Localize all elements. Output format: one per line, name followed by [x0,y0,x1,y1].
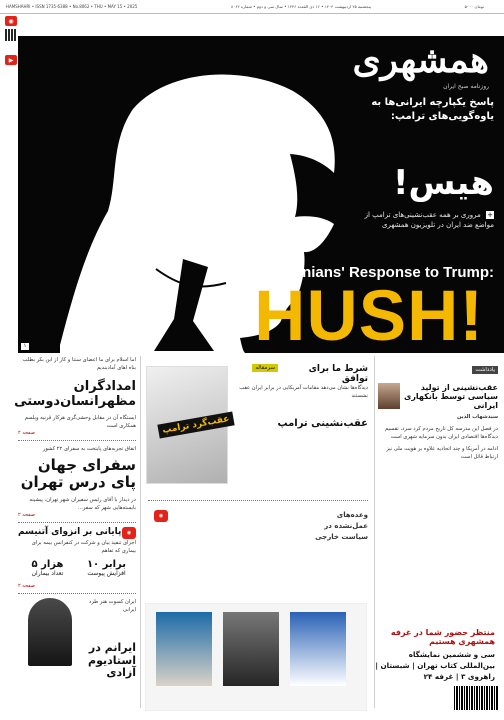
hero-front-page [18,36,504,353]
stat-1-value: ۵ هزار [31,558,64,570]
headline-fa-hush: هیس! [392,163,494,203]
stat-2-value: ۱۰ برابر [86,558,127,570]
barcode [454,686,499,710]
column-divider-left [140,356,141,708]
headline-en-hush: HUSH! [254,277,484,353]
right-text-2: ادامه در آمریکا و چند اتحادیه علاوه بر هویت ملی نیز ارتباط قائل است [386,445,498,460]
bottom-title[interactable]: ایرانم در استادیوم آزادی [88,641,136,680]
stat-1-label: تعداد بیماران [31,569,64,577]
middle-main-title[interactable]: شرط ما برای توافق [308,364,368,385]
middle-column [144,360,370,600]
right-byline: سیدشهاب الدین [456,413,498,420]
author-block [378,383,498,411]
left-divider-2 [18,522,136,523]
price-text: تومان ۵۰۰۰ [464,4,484,9]
right-section-label: یادداشت [472,366,498,374]
hamshahri-logo: ◉ [5,16,17,26]
right-column [378,356,498,600]
left-text-2: در دیدار با آقای رئیس سفیران شهر تهران، پیشینه بایسته‌هایی شهر که سفر... [29,496,136,511]
date-text: پنجشنبه ۲۵ اردیبهشت ۱۴۰۴ • ۱۶ ذی القعده ۱۴۴۶ • سال سی و دوم • شماره ۸۰۶۲ [231,4,371,9]
book-cover-3 [290,612,346,686]
author-title[interactable]: عقب‌نشینی از تولید سیاسی توسط بانکهاری ایرانی [403,383,498,411]
plus-icon: + [487,211,493,219]
stat-2-label: افزایش پیوست [87,569,126,577]
bottom-caption: ایران کسوت هنر طرد ایرانی [88,598,136,613]
masthead-subtitle: روزنامه صبح ایران [443,83,489,90]
overlay-label: عقب‌گرد ترامپ [157,412,234,439]
brand-strip [4,14,18,67]
middle-tv-logo: ◉ [154,510,168,522]
author-photo [378,383,400,409]
middle-sidebar-title[interactable]: عقب‌نشینی ترامپ [277,418,368,429]
book-cover-1 [156,612,212,686]
left-text-3: اجرای تنفیذ بیان و شرکت در کنفرانس بیمه برای بیماری که تفاهم [31,539,136,554]
tv-bullet-text [344,211,494,231]
tv-logo: ◉ [122,527,136,539]
issn-text: HAMSHAHRI • ISSN 1735-6388 • No.8062 • THU • MAY 15 • 2025 [6,4,138,9]
middle-text-1: دیدگاه‌ها نشان می‌دهد مقامات آمریکایی در برابر ایران عقب نشستند [239,385,368,400]
left-column [14,356,136,708]
qr-code [5,29,17,41]
ad-title: منتظر حضور شما در غرفه همشهری هستیم [390,628,495,646]
ad-text: سی و ششمین نمایشگاه بین‌المللی کتاب تهران | شبستان | راهروی ۳ | غرفه ۲۴ [375,650,495,681]
top-info-bar [0,0,504,14]
bottom-feature [18,598,136,682]
left-divider-3 [18,593,136,594]
stat-1 [18,559,77,577]
left-title-2[interactable]: سفرای جهان پای درس تهران [20,456,136,492]
left-intro: اما اسلام برای ما اعضای سنتا و کار از این بکر بطلب بناه اهای آمادبندیم [22,357,136,372]
left-title-1[interactable]: امدادگران مظهرانسان‌دوستی [14,379,136,410]
hamshahri-tv-logo: ▶ [5,55,17,65]
middle-tag: سرمقاله [252,364,278,372]
middle-divider [148,500,368,501]
stat-2 [77,559,136,577]
left-text-1: ایستگاه آن در مقابل وحشی‌گری هرکار قرنیه ویلسم همکاری است [24,415,136,430]
left-lead-2: اتفاق تجربه‌های پایتخت به سفرای ۲۲ کشور [42,446,136,453]
left-more-1[interactable]: صفحه ۲ [18,430,35,437]
page-number: ۱ [21,343,29,350]
left-divider-1 [18,440,136,441]
book-fair-ad[interactable] [145,603,367,711]
left-more-2[interactable]: صفحه ۲ [18,511,35,518]
left-section-3 [18,527,136,539]
book-cover-2 [223,612,279,686]
right-text-1: در فصل این مدرسه کل تاریخ مردم کرد سرد، تقسیم دیدگاه‌ها اقتصادی ایران بدون سرمایه شهری است [385,425,498,440]
headline-en-line-1: Iranians' Response to Trump: [283,264,494,281]
masthead: همشهری [352,39,489,81]
tv-bullet-label: مروری بر همه عقب‌نشینی‌های ترامپ از مواضع ضد ایران در تلویزیون همشهری [364,211,494,229]
middle-side-label: وعده‌های عمل‌نشده در سیاست خارجی [315,511,368,541]
left-title-3[interactable]: پایانی بر انزوای آتنیسم [18,526,122,537]
left-more-3[interactable]: صفحه ۲ [18,582,35,589]
stats-row [18,559,136,583]
headline-fa-line-1: پاسخ یکپارچه ایرانی‌ها به یاوه‌گویی‌های ترامپ: [371,97,494,122]
